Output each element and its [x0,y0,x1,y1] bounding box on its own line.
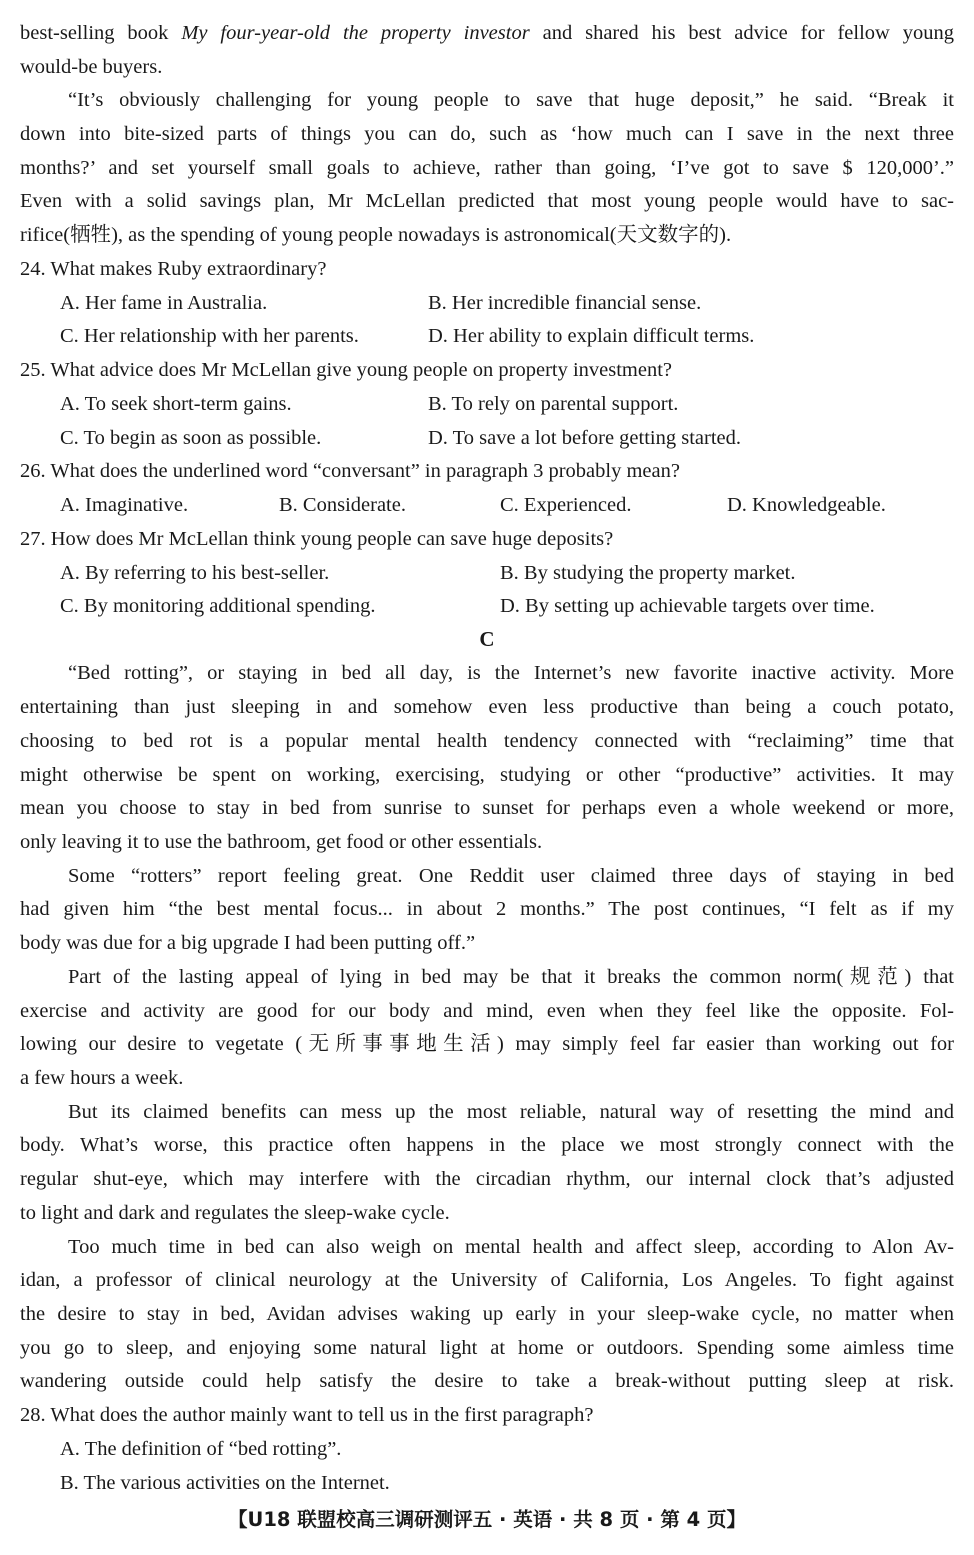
passage-line [20,16,954,50]
options-row [60,1432,960,1466]
passage-line: a few hours a week. [20,1067,184,1089]
options-row [60,488,960,522]
passage-line: you go to sleep, and enjoying some natural light at home or outdoors. Spending some aimless time [20,1337,954,1359]
passage-line: Too much time in bed can also weigh on mental health and affect sleep, according to Alon Av- [68,1236,954,1258]
passage-line: had given him “the best mental focus... in about 2 months.” The post continues, “I felt as if my [20,898,954,920]
option-25-a: A. To seek short-term gains. [60,393,292,415]
options-row [60,1466,960,1500]
option-25-b: B. To rely on parental support. [428,393,679,415]
options-row [60,387,960,421]
passage-line: But its claimed benefits can mess up the most reliable, natural way of resetting the mind and [68,1101,954,1123]
option-27-b: B. By studying the property market. [500,562,796,584]
passage-line: rifice(牺牲), as the spending of young people nowadays is astronomical(天文数字的). [20,224,732,246]
option-28-b: B. The various activities on the Internet. [60,1472,390,1494]
question-28-stem: 28. What does the author mainly want to tell us in the first paragraph? [20,1404,594,1426]
passage-line: Even with a solid savings plan, Mr McLellan predicted that most young people would have to sac- [20,190,954,212]
option-27-d: D. By setting up achievable targets over time. [500,595,875,617]
option-26-d: D. Knowledgeable. [727,494,886,516]
passage-line: Some “rotters” report feeling great. One Reddit user claimed three days of staying in bed [68,865,954,887]
option-26-b: B. Considerate. [279,494,406,516]
question-27-stem: 27. How does Mr McLellan think young people can save huge deposits? [20,528,614,550]
passage-line: choosing to bed rot is a popular mental health tendency connected with “reclaiming” time that [20,730,954,752]
question-26-stem: 26. What does the underlined word “conversant” in paragraph 3 probably mean? [20,460,680,482]
question-24-stem: 24. What makes Ruby extraordinary? [20,258,327,280]
text-run: and shared his best advice for fellow young [529,22,954,44]
passage-line: to light and dark and regulates the sleep-wake cycle. [20,1202,450,1224]
option-24-b: B. Her incredible financial sense. [428,292,702,314]
passage-line: months?’ and set yourself small goals to achieve, rather than going, ‘I’ve got to save $ 120,000’.” [20,157,954,179]
passage-line: body was due for a big upgrade I had been putting off.” [20,932,476,954]
option-26-c: C. Experienced. [500,494,632,516]
option-25-c: C. To begin as soon as possible. [60,427,322,449]
question-25-stem: 25. What advice does Mr McLellan give young people on property investment? [20,359,673,381]
text-run: best-selling book [20,22,182,44]
options-row [60,319,960,353]
page-footer: 【U18 联盟校高三调研测评五 · 英语 · 共 8 页 · 第 4 页】 [227,1508,746,1531]
option-25-d: D. To save a lot before getting started. [428,427,741,449]
passage-line: entertaining than just sleeping in and somehow even less productive than being a couch potato, [20,696,954,718]
passage-line: exercise and activity are good for our body and mind, even when they feel like the opposite. Fol- [20,1000,954,1022]
passage-line: the desire to stay in bed, Avidan advises waking up early in your sleep-wake cycle, no matter when [20,1303,954,1325]
section-heading: C [479,627,495,651]
option-24-a: A. Her fame in Australia. [60,292,268,314]
passage-line: Part of the lasting appeal of lying in bed may be that it breaks the common norm(规范) that [68,966,954,988]
options-row [60,421,960,455]
option-27-a: A. By referring to his best-seller. [60,562,330,584]
passage-line: would-be buyers. [20,56,163,78]
option-24-d: D. Her ability to explain difficult terms. [428,325,755,347]
passage-line: idan, a professor of clinical neurology at the University of California, Los Angeles. To fight against [20,1269,954,1291]
passage-line: mean you choose to stay in bed from sunrise to sunset for perhaps even a whole weekend or more, [20,797,954,819]
passage-line: “It’s obviously challenging for young people to save that huge deposit,” he said. “Break it [68,89,954,111]
book-title: My four-year-old the property investor [181,22,530,44]
options-row [60,286,960,320]
option-27-c: C. By monitoring additional spending. [60,595,376,617]
passage-line: regular shut-eye, which may interfere with the circadian rhythm, our internal clock that’s adjusted [20,1168,954,1190]
passage-line: “Bed rotting”, or staying in bed all day, is the Internet’s new favorite inactive activity. More [68,662,954,684]
options-row [60,556,960,590]
option-28-a: A. The definition of “bed rotting”. [60,1438,342,1460]
passage-line: only leaving it to use the bathroom, get food or other essentials. [20,831,543,853]
passage-line: body. What’s worse, this practice often happens in the place we most strongly connect with the [20,1134,954,1156]
passage-line: lowing our desire to vegetate (无所事事地生活) may simply feel far easier than working out for [20,1033,954,1055]
passage-line: down into bite-sized parts of things you can do, such as ‘how much can I save in the next three [20,123,954,145]
option-26-a: A. Imaginative. [60,494,189,516]
passage-line: wandering outside could help satisfy the desire to take a break-without putting sleep at risk. [20,1370,954,1392]
option-24-c: C. Her relationship with her parents. [60,325,359,347]
options-row [60,589,960,623]
passage-line: might otherwise be spent on working, exercising, studying or other “productive” activities. It may [20,764,954,786]
